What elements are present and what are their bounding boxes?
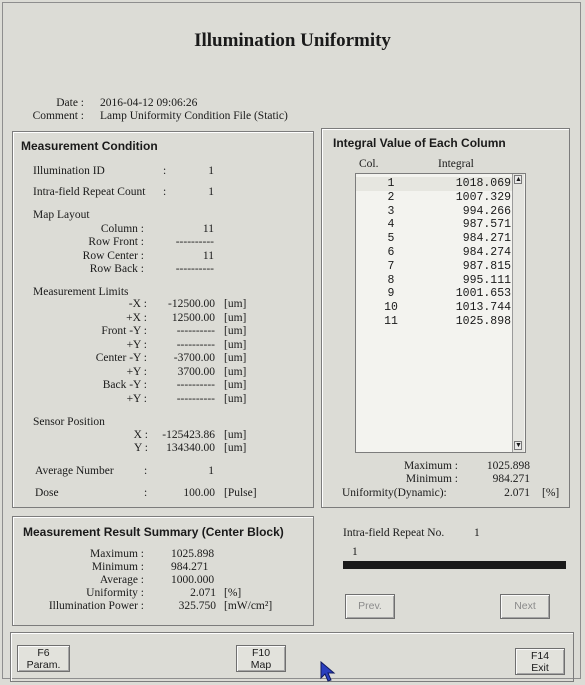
integral-col-value: 995.111 (462, 273, 511, 287)
illumination-id-value: 1 (208, 165, 214, 177)
limit-value: 3700.00 (177, 366, 215, 378)
limit-unit: [um] (224, 393, 247, 405)
dose-unit: [Pulse] (224, 487, 257, 499)
colon: : (144, 465, 148, 477)
limit-label: Back -Y : (102, 379, 147, 391)
limit-label: +Y : (126, 339, 147, 351)
summary-title: Measurement Result Summary (Center Block) (23, 525, 284, 539)
sensor-y-unit: [um] (224, 442, 247, 454)
limit-label: +Y : (126, 393, 147, 405)
repeat-value: 1 (474, 527, 480, 539)
sensor-y-label: Y : (134, 442, 148, 454)
integral-list-item[interactable] (356, 274, 516, 288)
limit-label: +Y : (126, 366, 147, 378)
map-layout-label: Map Layout (33, 209, 90, 221)
limit-value: -12500.00 (168, 298, 215, 310)
average-number-label: Average Number (35, 465, 114, 477)
integral-col-number: 1 (387, 177, 395, 190)
integral-col-value: 1001.653 (455, 287, 511, 301)
summary-uniformity-label: Uniformity : (86, 587, 144, 599)
limit-unit: [um] (224, 298, 247, 310)
summary-uniformity-unit: [%] (224, 587, 242, 599)
repeat-count-label: Intra-field Repeat Count (33, 186, 146, 198)
limit-value: ---------- (176, 325, 215, 337)
row-front-label: Row Front : (88, 236, 144, 248)
scroll-up-arrow-icon[interactable]: ▲ (515, 175, 522, 183)
summary-maximum-value: 1025.898 (171, 548, 215, 560)
summary-uniformity-value: 2.071 (190, 587, 216, 599)
limit-unit: [um] (224, 379, 247, 391)
prev-button[interactable]: Prev. (345, 594, 395, 619)
integral-col-number: 6 (387, 246, 395, 259)
next-button[interactable]: Next (500, 594, 550, 619)
limit-value: ---------- (176, 393, 215, 405)
integral-minimum-value: 984.271 (492, 473, 530, 485)
limit-label: Front -Y : (101, 325, 147, 337)
date-label: Date : (56, 97, 84, 109)
integral-col-number: 8 (387, 273, 395, 287)
repeat-label: Intra-field Repeat No. (343, 527, 445, 539)
f10-map-button[interactable] (236, 645, 286, 672)
summary-average-label: Average : (99, 574, 144, 586)
integral-col-value: 984.274 (462, 246, 511, 259)
integral-list-item[interactable] (356, 218, 516, 232)
integral-col-number: 10 (384, 301, 398, 315)
integral-col-value: 1013.744 (455, 301, 511, 315)
row-back-label: Row Back : (89, 263, 144, 275)
integral-col-value: 1007.329 (455, 190, 511, 204)
f10-key-label: F10 (251, 647, 271, 659)
row-front-value: ---------- (175, 236, 214, 248)
integral-list-item[interactable] (356, 246, 516, 260)
f6-button-label: Param. (26, 659, 61, 671)
integral-col-value: 984.271 (462, 232, 511, 246)
integral-col-number: 4 (387, 218, 395, 232)
f10-button-label: Map (250, 659, 272, 671)
sensor-x-value: -125423.86 (162, 429, 215, 441)
row-center-value: 11 (202, 250, 214, 262)
mouse-pointer-icon (320, 661, 338, 683)
integral-list-item[interactable] (356, 315, 516, 329)
row-center-label: Row Center : (82, 250, 144, 262)
integral-uniformity-value: 2.071 (504, 487, 530, 499)
integral-col-number: 3 (387, 204, 395, 218)
integral-col-value: 1018.069 (455, 177, 511, 190)
limit-unit: [um] (224, 339, 247, 351)
integral-uniformity-unit: [%] (542, 487, 560, 499)
limit-value: ---------- (176, 339, 215, 351)
integral-minimum-label: Minimum : (405, 473, 458, 485)
f14-exit-button[interactable] (515, 648, 565, 675)
limit-label: Center -Y : (95, 352, 147, 364)
limit-value: 12500.00 (171, 312, 215, 324)
integral-list-item[interactable] (356, 301, 516, 315)
integral-col-number: 2 (387, 190, 395, 204)
integral-col-number: 9 (387, 287, 395, 301)
integral-maximum-value: 1025.898 (486, 460, 530, 472)
summary-minimum-value: 984.271 (171, 561, 209, 573)
measurement-limits-label: Measurement Limits (33, 286, 129, 298)
average-number-value: 1 (208, 465, 214, 477)
limit-value: ---------- (176, 379, 215, 391)
sensor-y-value: 134340.00 (166, 442, 215, 454)
integral-list-item[interactable] (356, 177, 516, 191)
limit-unit: [um] (224, 366, 247, 378)
limit-unit: [um] (224, 352, 247, 364)
integral-listbox[interactable] (355, 173, 526, 453)
progress-label: 1 (352, 546, 358, 558)
colon: : (163, 186, 167, 198)
limit-value: -3700.00 (173, 352, 215, 364)
integral-col-number: 11 (384, 315, 398, 328)
integral-list-item[interactable] (356, 205, 516, 219)
comment-value: Lamp Uniformity Condition File (Static) (100, 110, 288, 122)
integral-uniformity-label: Uniformity(Dynamic): (342, 487, 447, 499)
sensor-position-label: Sensor Position (33, 416, 105, 428)
f6-param-button[interactable] (17, 645, 70, 672)
scroll-down-arrow-icon[interactable]: ▼ (515, 441, 522, 449)
limit-unit: [um] (224, 312, 247, 324)
sensor-x-unit: [um] (224, 429, 247, 441)
integral-title: Integral Value of Each Column (333, 136, 506, 150)
summary-maximum-label: Maximum : (90, 548, 144, 560)
integral-list-item[interactable] (356, 260, 516, 274)
repeat-progress-fill (343, 561, 566, 569)
summary-power-value: 325.750 (178, 600, 216, 612)
summary-minimum-label: Minimum : (91, 561, 144, 573)
integral-col-value: 987.815 (462, 259, 511, 273)
repeat-count-value: 1 (208, 186, 214, 198)
integral-header: Integral (438, 158, 474, 170)
row-back-value: ---------- (175, 263, 214, 275)
integral-list-item[interactable] (356, 232, 516, 246)
f6-key-label: F6 (37, 647, 50, 659)
colon: : (144, 487, 148, 499)
function-key-bar (10, 632, 574, 682)
listbox-scrollbar[interactable] (512, 174, 524, 452)
integral-list-item[interactable] (356, 287, 516, 301)
integral-col-value: 1025.898 (455, 315, 511, 328)
colon: : (163, 165, 167, 177)
limit-label: +X : (126, 312, 147, 324)
f14-button-label: Exit (531, 662, 549, 674)
date-value: 2016-04-12 09:06:26 (100, 97, 198, 109)
integral-col-value: 987.571 (462, 218, 511, 232)
f14-key-label: F14 (530, 650, 550, 662)
dose-label: Dose (35, 487, 59, 499)
sensor-x-label: X : (133, 429, 148, 441)
integral-col-value: 994.266 (462, 204, 511, 218)
integral-maximum-label: Maximum : (404, 460, 458, 472)
summary-power-label: Illumination Power : (48, 600, 144, 612)
integral-list-item[interactable] (356, 191, 516, 205)
column-label: Column : (100, 223, 144, 235)
limit-unit: [um] (224, 325, 247, 337)
summary-average-value: 1000.000 (171, 574, 215, 586)
comment-label: Comment : (32, 110, 84, 122)
measurement-condition-title: Measurement Condition (21, 139, 158, 153)
dose-value: 100.00 (183, 487, 215, 499)
illumination-id-label: Illumination ID (33, 165, 105, 177)
summary-power-unit: [mW/cm²] (224, 600, 273, 612)
limit-label: -X : (128, 298, 147, 310)
integral-col-number: 5 (387, 232, 395, 246)
integral-col-number: 7 (387, 259, 395, 273)
column-value: 11 (202, 223, 214, 235)
col-header: Col. (359, 158, 379, 170)
page-title: Illumination Uniformity (194, 30, 391, 51)
